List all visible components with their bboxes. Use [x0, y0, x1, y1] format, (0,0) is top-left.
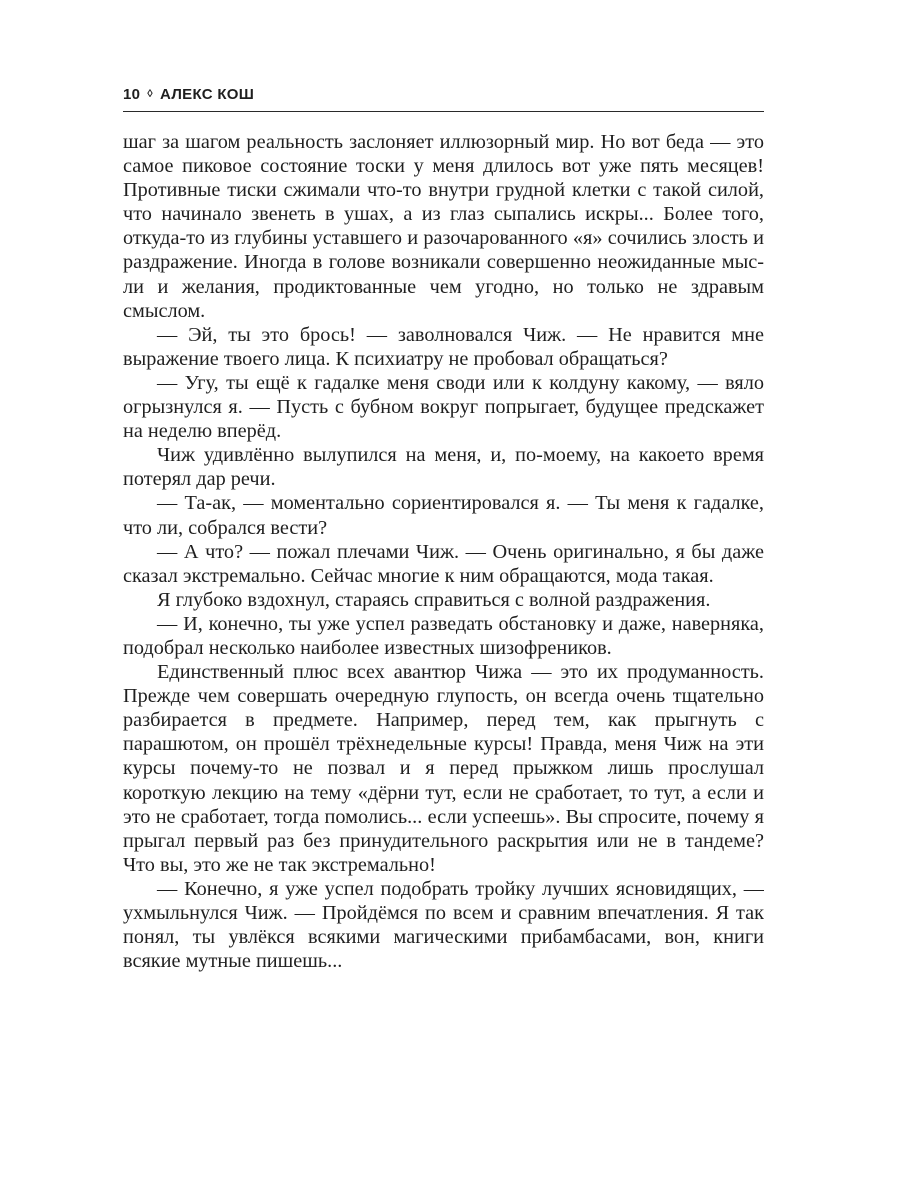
paragraph: — И, конечно, ты уже успел разведать обстановку и даже, наверняка, подобрал несколько наиболее известных шизофреников. [123, 612, 764, 659]
diamond-separator-icon: ◊ [147, 88, 154, 100]
paragraph: Единственный плюс всех авантюр Чижа — это их продуманность. Прежде чем совершать очередную глупость, он всегда очень тщательно разбирается в предмете. Например, перед тем, как прыгнуть с парашютом, он прошёл трёхнедельные курсы! Правда, меня Чиж на эти курсы почему-то не позвал и я перед прыжком лишь прослушал короткую лекцию на тему «дёрни тут, если не сработает, то тут, а если и это не сработает, тогда помолись... если успеешь». Вы спросите, почему я прыгал первый раз без принудительного раскрытия или не в тандеме? Что вы, это же не так экстремально! [123, 661, 764, 876]
paragraph: Чиж удивлённо вылупился на меня, и, по-моему, на какоето время потерял дар речи. [123, 444, 764, 491]
paragraph: шаг за шагом реальность заслоняет иллюзорный мир. Но вот беда — это самое пиковое состояние тоски у меня длилось вот уже пять месяцев! Противные тиски сжимали что-то внутри грудной клетки с такой силой, что начинало звенеть в ушах, а из глаз сыпались искры... Более того, откуда-то из глубины уставшего и разочарованного «я» сочились злость и раздражение. Иногда в голове возникали совершенно неожиданные мысли и желания, продиктованные чем угодно, но только не здравым смыслом. [123, 131, 764, 322]
paragraph: — Конечно, я уже успел подобрать тройку лучших ясновидящих, — ухмыльнулся Чиж. — Пройдёмся по всем и сравним впечатления. Я так понял, ты увлёкся всякими магическими прибамбасами, вон, книги всякие мутные пишешь... [123, 877, 764, 973]
paragraph: Я глубоко вздохнул, стараясь справиться с волной раздражения. [157, 588, 711, 611]
paragraph: — Та-ак, — моментально сориентировался я. — Ты меня к гадалке, что ли, собрался вести? [123, 492, 764, 539]
page-number: 10 [123, 86, 141, 103]
paragraph: — Угу, ты ещё к гадалке меня своди или к колдуну какому, — вяло огрызнулся я. — Пусть с бубном вокруг попрыгает, будущее предскажет на неделю вперёд. [123, 371, 764, 443]
paragraph: — Эй, ты это брось! — заволновался Чиж. — Не нравится мне выражение твоего лица. К психиатру не пробовал обращаться? [123, 323, 764, 370]
running-header [123, 78, 764, 112]
paragraph: — А что? — пожал плечами Чиж. — Очень оригинально, я бы даже сказал экстремально. Сейчас многие к ним обращаются, мода такая. [123, 540, 764, 587]
author-name: АЛЕКС КОШ [160, 86, 255, 103]
page-body [123, 130, 764, 973]
book-page [123, 78, 764, 1168]
